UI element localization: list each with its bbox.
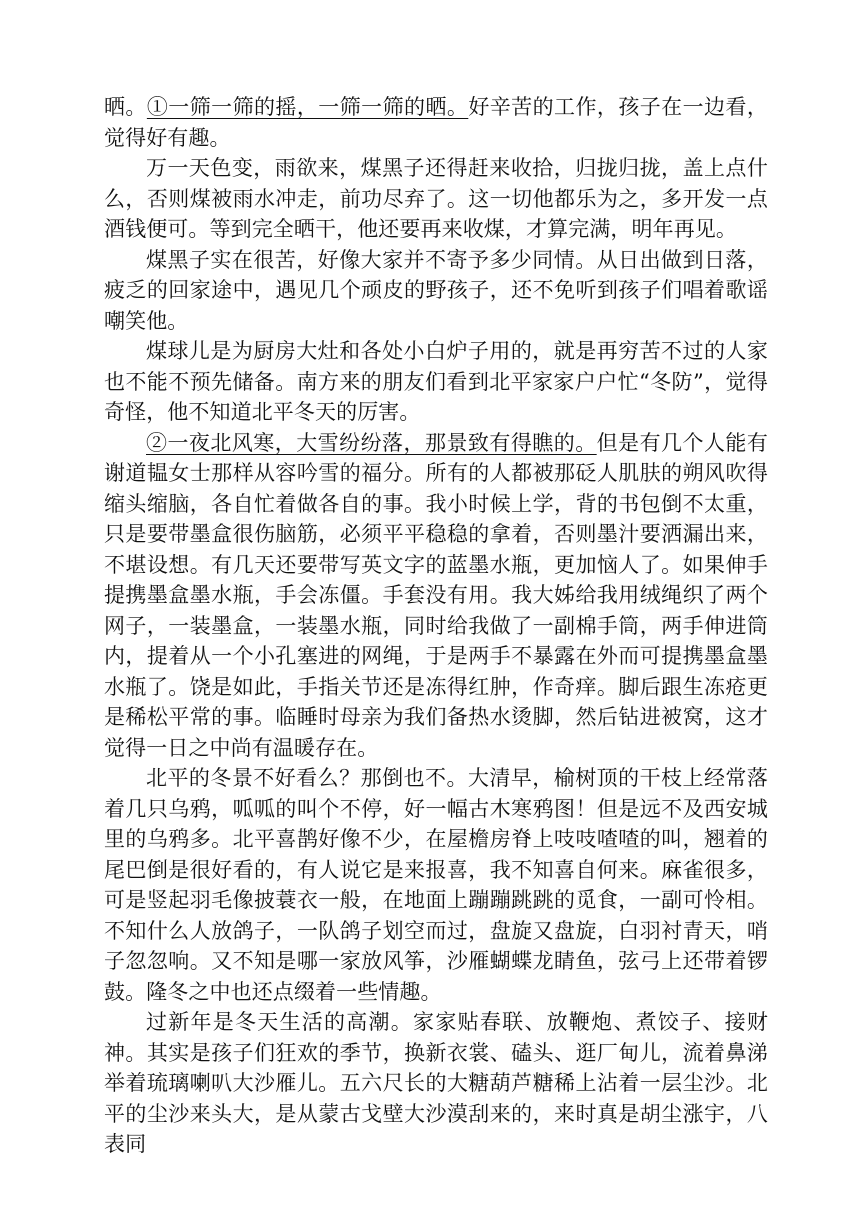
text-span: 晒。 xyxy=(104,95,147,119)
paragraph-1 xyxy=(104,92,768,153)
text-span: 北平的冬景不好看么？那倒也不。大清早，榆树顶的干枝上经常落着几只乌鸦，呱呱的叫个不停，好一幅古木寒鸦图！但是远不及西安城里的乌鸦多。北平喜鹊好像不少，在屋檐房脊上吱吱喳喳的叫，翘着的尾巴倒是很好看的，有人说它是来报喜，我不知喜自何来。麻雀很多，可是竖起羽毛像披蓑衣一般，在地面上蹦蹦跳跳的觅食，一副可怜相。不知什么人放鸽子，一队鸽子划空而过，盘旋又盘旋，白羽衬青天，哨子忽忽响。又不知是哪一家放风筝，沙雁蝴蝶龙睛鱼，弦弓上还带着锣鼓。隆冬之中也还点缀着一些情趣。 xyxy=(104,766,768,1004)
underlined-sentence-2: ②一夜北风寒，大雪纷纷落，那景致有得瞧的。 xyxy=(146,430,597,455)
paragraph-5 xyxy=(104,428,768,764)
text-span: 煤黑子实在很苦，好像大家并不寄予多少同情。从日出做到日落，疲乏的回家途中，遇见几个顽皮的野孩子，还不免听到孩子们唱着歌谣嘲笑他。 xyxy=(104,247,768,333)
paragraph-6 xyxy=(104,763,768,1007)
paragraph-2 xyxy=(104,153,768,245)
paragraph-3 xyxy=(104,245,768,337)
text-span: 过新年是冬天生活的高潮。家家贴春联、放鞭炮、煮饺子、接财神。其实是孩子们狂欢的季节，换新衣裳、磕头、逛厂甸儿，流着鼻涕举着琉璃喇叭大沙雁儿。五六尺长的大糖葫芦糖稀上沾着一层尘沙。北平的尘沙来头大，是从蒙古戈壁大沙漠刮来的，来时真是胡尘涨宇，八表同 xyxy=(104,1010,768,1156)
underlined-sentence-1: ①一筛一筛的摇，一筛一筛的晒。 xyxy=(146,95,469,119)
paragraph-7 xyxy=(104,1007,768,1160)
text-span: 好辛苦的工作，孩子在一边看，觉得好有趣。 xyxy=(104,95,768,150)
text-span: 万一天色变，雨欲来，煤黑子还得赶来收拾，归拢归拢，盖上点什么，否则煤被雨水冲走，前功尽弃了。这一切他都乐为之，多开发一点酒钱便可。等到完全晒干，他还要再来收煤，才算完满，明年再见。 xyxy=(104,156,768,241)
text-span: 煤球儿是为厨房大灶和各处小白炉子用的，就是再穷苦不过的人家也不能不预先储备。南方来的朋友们看到北平家家户户忙“冬防”，觉得奇怪，他不知道北平冬天的厉害。 xyxy=(104,339,768,424)
article-body xyxy=(104,92,768,1160)
paragraph-4 xyxy=(104,336,768,428)
text-span: 但是有几个人能有谢道韫女士那样从容吟雪的福分。所有的人都被那砭人肌肤的朔风吹得缩头缩脑，各自忙着做各自的事。我小时候上学，背的书包倒不太重，只是要带墨盒很伤脑筋，必须平平稳稳的拿着，否则墨汁要洒漏出来，不堪设想。有几天还要带写英文字的蓝墨水瓶，更加恼人了。如果伸手提携墨盒墨水瓶，手会冻僵。手套没有用。我大姊给我用绒绳织了两个网子，一装墨盒，一装墨水瓶，同时给我做了一副棉手筒，两手伸进筒内，提着从一个小孔塞进的网绳，于是两手不暴露在外而可提携墨盒墨水瓶了。饶是如此，手指关节还是冻得红肿，作奇痒。脚后跟生冻疮更是稀松平常的事。临睡时母亲为我们备热水烫脚，然后钻进被窝，这才觉得一日之中尚有温暖存在。 xyxy=(104,430,768,760)
